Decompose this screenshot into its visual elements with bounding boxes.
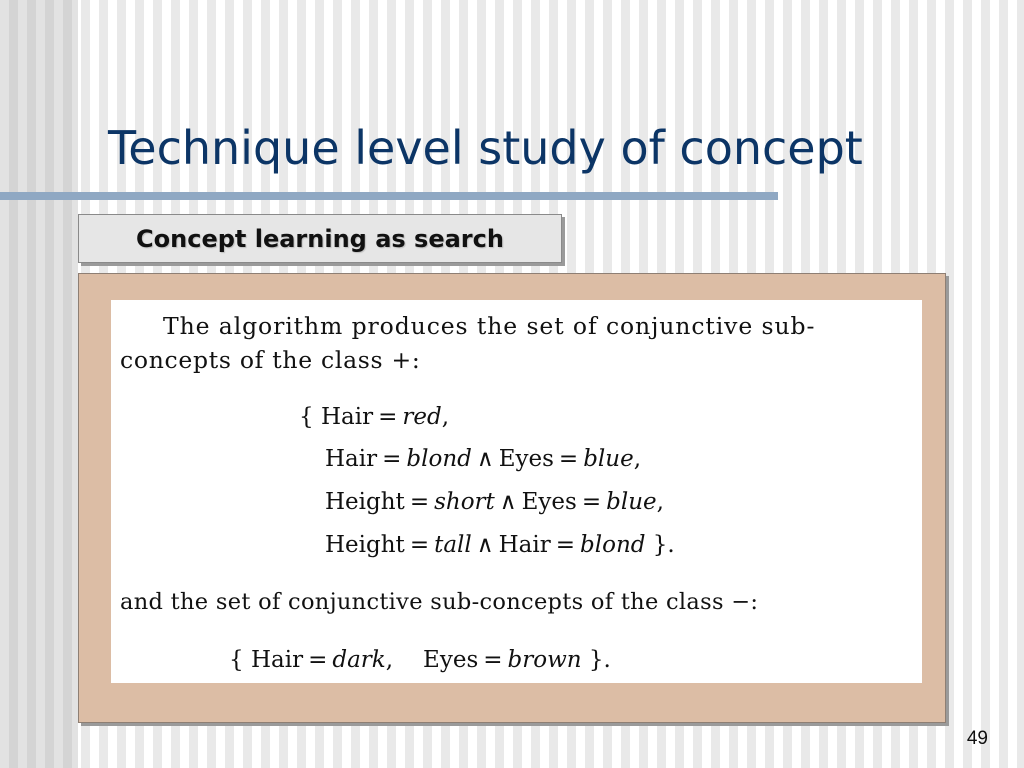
concept-attribute: Eyes [423,647,479,673]
row-punctuation: , [441,404,450,430]
set-open-brace: { [229,647,251,673]
set-open-brace: { [299,404,321,430]
equals-sign: = [382,446,402,472]
positive-concept-row [325,531,675,559]
equals-sign: = [308,647,328,673]
concept-value: red [402,404,442,430]
concept-value: short [434,489,495,515]
and-symbol: ∧ [499,489,517,515]
negative-intro-line: and the set of conjunctive sub-concepts of the class −: [120,589,759,615]
page-number: 49 [966,728,988,749]
title-underline [0,192,778,200]
equals-sign: = [555,532,576,558]
equals-sign: = [378,404,398,430]
concept-value: blond [580,532,646,558]
concept-value: blond [406,446,472,472]
subtitle-text: Concept learning as search [136,224,504,253]
positive-concept-row [325,445,641,473]
subtitle-box [78,214,562,263]
concept-value: blue [583,446,634,472]
concept-attribute: Height [325,532,405,558]
equals-sign: = [558,446,579,472]
concept-attribute: Eyes [521,489,577,515]
concept-value: dark [332,647,386,673]
equals-sign: = [483,647,503,673]
equals-sign: = [581,489,602,515]
content-frame [78,273,946,723]
concept-attribute: Hair [320,404,374,430]
equals-sign: = [409,489,430,515]
math-excerpt [111,300,922,683]
concept-attribute: Hair [250,647,304,673]
concept-attribute: Height [325,489,405,515]
intro-line-1: The algorithm produces the set of conjunctive sub- [163,312,816,340]
concept-value: tall [434,532,472,558]
negative-concept-row [229,646,611,674]
concept-attribute: Eyes [498,446,554,472]
equals-sign: = [409,532,430,558]
left-decorative-bar [0,0,78,768]
concept-value: blue [606,489,657,515]
and-symbol: ∧ [476,532,494,558]
concept-attribute: Hair [325,446,378,472]
row-punctuation: , [656,489,664,515]
and-symbol: ∧ [476,446,494,472]
row-punctuation: , [633,446,642,472]
set-close-brace: }. [645,532,675,558]
set-close-brace: }. [581,647,611,673]
term-separator: , [385,647,394,673]
concept-attribute: Hair [498,532,551,558]
positive-concept-row [325,488,664,516]
positive-concept-row [299,403,449,431]
slide-title: Technique level study of concept [108,121,863,175]
concept-value: brown [507,647,582,673]
intro-line-2: concepts of the class +: [120,346,421,374]
